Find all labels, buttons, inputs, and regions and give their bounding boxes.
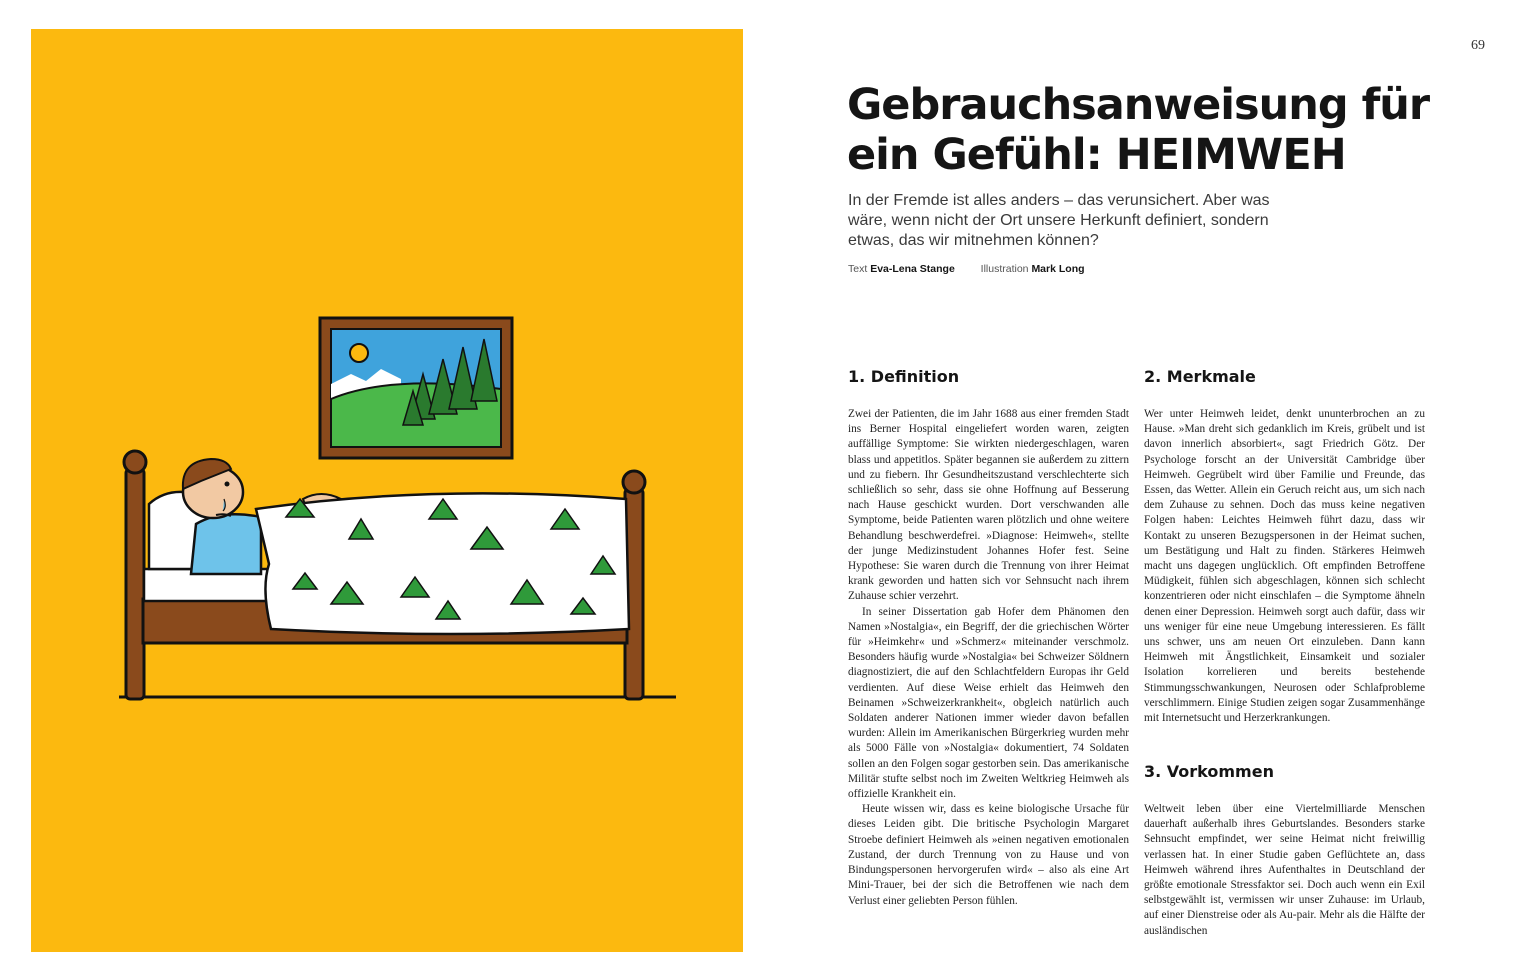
- section-definition: [848, 366, 1129, 909]
- illustrator-name: Mark Long: [1031, 263, 1085, 275]
- tree-pattern-blanket: [256, 493, 629, 634]
- author-name: Eva-Lena Stange: [870, 263, 955, 275]
- section-heading: 1. Definition: [848, 367, 960, 386]
- body-paragraph: Weltweit leben über eine Viertelmilliarde Menschen dauerhaft außerhalb ihres Geburtslandes. Besonders starke Sehnsucht empfindet, wer seine Heimat nicht freiwillig verlassen hat. In einer Studie gaben Geflüchtete an, dass Heimweh während ihres Aufenthaltes in Deutschland der größte emotionale Stressfaktor sei. Doch auch wenn ein Exil selbstgewählt ist, vermissen wir unser Zuhause: im Urlaub, auf einer Dienstreise oder als Au-pair. Mehr als die Hälfte der ausländischen: [1144, 803, 1425, 937]
- body-paragraph: Wer unter Heimweh leidet, denkt ununterbrochen an zu Hause. »Man dreht sich gedanklich im Kreis, grübelt und ist davon innerlich absorbiert«, sagt Friedrich Götz. Der Psychologe forscht an der Universität Cambridge über Heimweh. Gegrübelt wird über Familie und Freunde, das Essen, das Wetter. Allein ein Geruch reicht aus, um sich nach dem Zuhause zu sehnen. Doch das muss keine negativen Folgen haben: Leichtes Heimweh führt dazu, dass wir Kontakt zu unseren Bezugspersonen in der Heimat suchen, um Bestätigung und Halt zu finden. Stärkeres Heimweh macht uns dagegen unglücklich. Oft empfinden Betroffene Müdigkeit, fühlen sich abgeschlagen, können sich schlecht konzentrieren oder nicht einschlafen – die Symptome ähneln denen einer Depression. Heimweh sorgt auch dafür, dass wir uns weniger für eine neue Umgebung interessieren. Es fällt uns schwer, uns am neuen Ort einzuleben. Dann kann Heimweh mit Ängstlichkeit, Einsamkeit und sozialer Isolation korrelieren und bereits bestehende Stimmungsschwankungen, Neurosen oder Schlafprobleme verschlimmern. Einige Studien zeigen sogar Zusammenhänge mit Internetsucht und Herzerkrankungen.: [1144, 408, 1425, 725]
- text-credit-label: Text: [848, 263, 868, 275]
- body-paragraph: In seiner Dissertation gab Hofer dem Phänomen den Namen »Nostalgia«, ein Begriff, der die griechischen Wörter für »Heimkehr« und »Schmerz« miteinander verschmolz. Besonders häufig wurde »Nostalgia« bei Schweizer Söldnern diagnostiziert, die auf den Schlachtfeldern Europas ihr Geld verdienten. Auf diese Weise erhielt das Heimweh den Beinamen »Schweizerkrankheit«, obgleich natürlich auch Soldaten anderer Nationen immer wieder davon befallen wurden: Allein im Amerikanischen Bürgerkrieg wurden mehr als 5000 Fälle von »Nostalgia« dokumentiert, 74 Soldaten sollen an den Folgen sogar gestorben sein. Das amerikanische Militär stufte selbst noch im Zweiten Weltkrieg Heimweh als offizielle Krankheit ein.: [848, 605, 1129, 801]
- section-merkmale: [1144, 366, 1425, 726]
- illustration-credit-label: Illustration: [980, 263, 1029, 275]
- homesick-man-in-bed-illustration: [31, 29, 743, 952]
- right-page: [762, 0, 1525, 980]
- page-number: 69: [1471, 38, 1485, 53]
- body-paragraph: Heute wissen wir, dass es keine biologische Ursache für dieses Leiden gibt. Die britische Psychologin Margaret Stroebe definiert Heimweh als »einen negativen emotionalen Zustand, der durch Trennung von zu Hause und von Bindungspersonen hervorgerufen wird« – also als eine Art Mini-Trauer, bei der sich die Betroffenen wie nach dem Verlust einer geliebten Person fühlen.: [848, 803, 1129, 907]
- article-credits: [848, 263, 1085, 275]
- section-vorkommen: [1144, 761, 1425, 939]
- section-heading: 2. Merkmale: [1144, 367, 1256, 386]
- section-heading: 3. Vorkommen: [1144, 762, 1274, 781]
- left-page: [0, 0, 762, 980]
- article-dek: In der Fremde ist alles anders – das verunsichert. Aber was wäre, wenn nicht der Ort unsere Herkunft definiert, sondern etwas, das wir mitnehmen können?: [848, 192, 1270, 249]
- article-headline: Gebrauchsanweisung für ein Gefühl: HEIMWEH: [847, 80, 1430, 180]
- illustration-panel: [31, 29, 743, 952]
- body-paragraph: Zwei der Patienten, die im Jahr 1688 aus einer fremden Stadt ins Berner Hospital eingeliefert worden waren, zeigten auffällige Symptome: Sie wirkten niedergeschlagen, waren blass und appetitlos. Später begannen sie außerdem zu zittern und zu fiebern. Ihr Gesundheitszustand verschlechterte sich schließlich so sehr, dass sie ohne Hoffnung auf Besserung nach Hause geschickt wurden. Dort verschwanden alle Symptome, beide Patienten waren plötzlich und ohne weitere Behandlung beschwerdefrei. »Diagnose: Heimweh«, stellte der junge Medizinstudent Johannes Hofer fest. Seine Hypothese: Sie waren durch die Trennung von ihrer Heimat krank geworden und hatten sich vor Sehnsucht nach ihrem Zuhause schier verzehrt.: [848, 408, 1129, 603]
- framed-landscape-picture: [320, 318, 512, 458]
